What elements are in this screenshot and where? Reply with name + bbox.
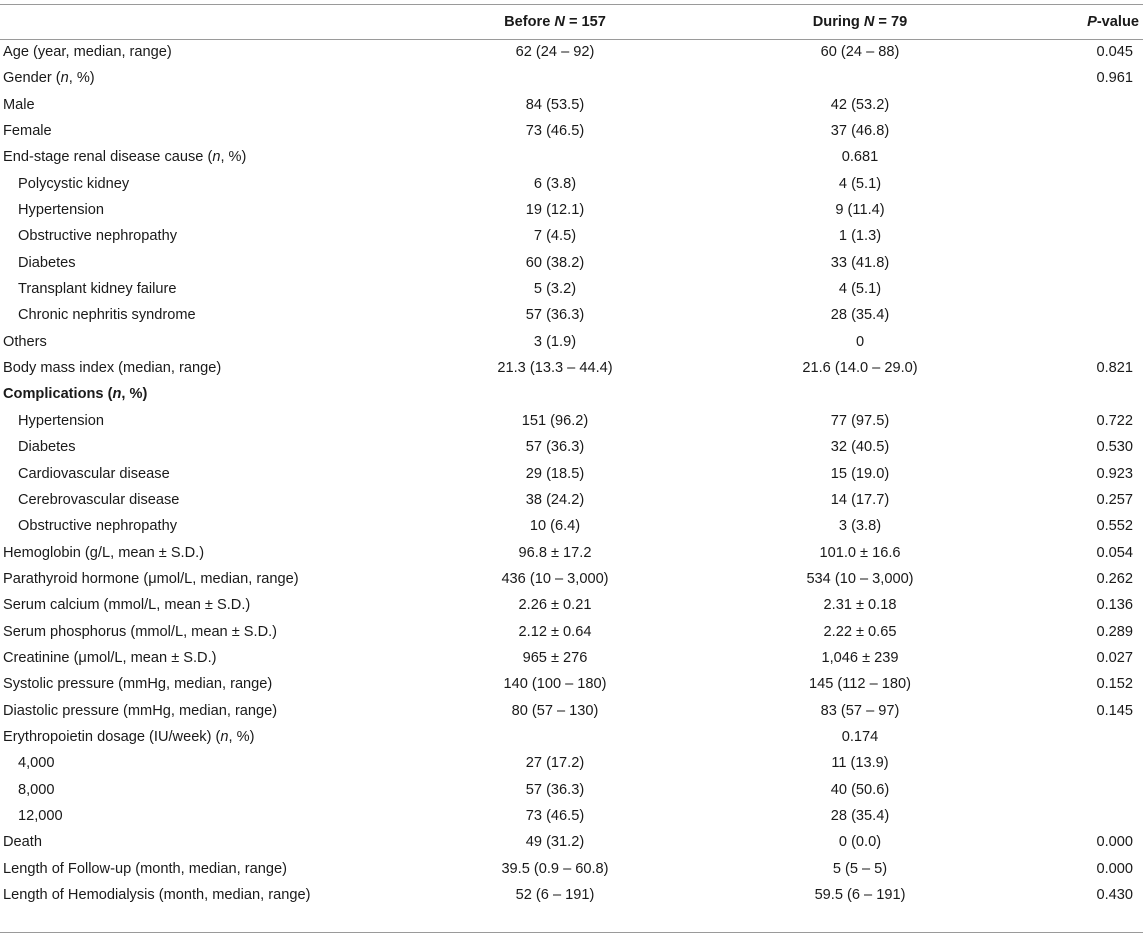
table-row [0, 513, 1143, 539]
row-pvalue [1010, 171, 1143, 197]
row-during: 77 (97.5) [830, 412, 890, 429]
row-during: 15 (19.0) [830, 465, 890, 482]
table-row [0, 829, 1143, 855]
table-row [0, 619, 1143, 645]
header-during-n: N [863, 14, 875, 30]
row-pvalue: 0.000 [1096, 834, 1133, 851]
table-row [0, 750, 1143, 776]
header-before-prefix: Before [504, 14, 555, 30]
row-during: 145 (112 – 180) [809, 676, 911, 693]
row-before: 3 (1.9) [533, 333, 577, 350]
row-during: 21.6 (14.0 – 29.0) [802, 360, 918, 377]
row-label: 4,000 [18, 755, 55, 772]
row-during: 33 (41.8) [830, 254, 890, 271]
row-pvalue [1010, 750, 1143, 776]
row-label: Serum phosphorus (mmol/L, mean ± S.D.) [3, 623, 278, 640]
header-during [710, 5, 1010, 39]
row-during: 2.22 ± 0.65 [823, 623, 897, 640]
row-label: Polycystic kidney [18, 175, 130, 192]
row-label: Gender (n, %) [3, 70, 95, 87]
table-row [0, 381, 1143, 407]
table-row [0, 171, 1143, 197]
row-before: 57 (36.3) [525, 781, 585, 798]
row-during: 59.5 (6 – 191) [814, 887, 906, 903]
header-before [400, 5, 710, 39]
table-row [0, 65, 1143, 91]
table-row [0, 461, 1143, 487]
header-label-cell [0, 5, 400, 39]
row-pvalue: 0.552 [1096, 518, 1133, 535]
table-row [0, 329, 1143, 355]
header-during-prefix: During [812, 14, 864, 30]
row-before: 2.12 ± 0.64 [518, 623, 592, 640]
row-before: 38 (24.2) [525, 491, 585, 508]
row-during: 1 (1.3) [838, 228, 882, 245]
row-during: 37 (46.8) [830, 123, 890, 140]
table-row [0, 408, 1143, 434]
table-row [0, 276, 1143, 302]
row-pvalue: 0.145 [1096, 702, 1133, 719]
header-pvalue-p: P [1087, 14, 1097, 30]
table-row [0, 592, 1143, 618]
row-label: Hypertension [18, 412, 104, 429]
row-label: Serum calcium (mmol/L, mean ± S.D.) [3, 597, 251, 614]
row-pvalue [1010, 197, 1143, 223]
row-pvalue: 0.430 [1096, 887, 1133, 903]
row-before [400, 381, 710, 407]
row-label: Parathyroid hormone (μmol/L, median, range) [3, 570, 299, 587]
row-label: Male [3, 96, 35, 113]
row-pvalue: 0.961 [1096, 70, 1133, 87]
header-pvalue-suffix: -value [1096, 14, 1139, 30]
row-before: 10 (6.4) [529, 518, 581, 535]
row-label: Cerebrovascular disease [18, 491, 180, 508]
row-pvalue [1010, 724, 1143, 750]
row-pvalue: 0.257 [1096, 491, 1133, 508]
table-row [0, 250, 1143, 276]
table-row [0, 856, 1143, 882]
row-before: 29 (18.5) [525, 465, 585, 482]
row-during [710, 381, 1010, 407]
row-pvalue [1010, 777, 1143, 803]
row-pvalue [1010, 302, 1143, 328]
row-label: Diabetes [18, 439, 76, 456]
row-before: 73 (46.5) [525, 807, 585, 824]
header-during-value: = 79 [874, 14, 908, 30]
row-during: 4 (5.1) [838, 281, 882, 298]
row-pvalue [1010, 381, 1143, 407]
table-row [0, 92, 1143, 118]
table-row [0, 434, 1143, 460]
row-during: 534 (10 – 3,000) [806, 570, 914, 587]
row-before: 436 (10 – 3,000) [501, 570, 609, 587]
row-before: 57 (36.3) [525, 439, 585, 456]
row-during: 32 (40.5) [830, 439, 890, 456]
row-label: Age (year, median, range) [3, 44, 172, 60]
table-row [0, 144, 1143, 170]
row-label: Obstructive nephropathy [18, 518, 177, 535]
row-label: Female [3, 123, 52, 140]
row-before: 52 (6 – 191) [515, 887, 595, 903]
header-before-value: = 157 [564, 14, 606, 30]
row-pvalue [1010, 223, 1143, 249]
row-label: Hypertension [18, 202, 104, 219]
row-during: 0.681 [841, 149, 879, 166]
row-during: 28 (35.4) [830, 307, 890, 324]
row-label: Creatinine (μmol/L, mean ± S.D.) [3, 649, 217, 666]
row-before: 27 (17.2) [525, 755, 585, 772]
row-pvalue: 0.027 [1096, 649, 1133, 666]
row-label: End-stage renal disease cause (n, %) [3, 149, 247, 166]
row-before [400, 724, 710, 750]
table-body [0, 39, 1143, 908]
table-row [0, 223, 1143, 249]
row-before: 60 (38.2) [525, 254, 585, 271]
row-label: Diabetes [18, 254, 76, 271]
row-pvalue [1010, 92, 1143, 118]
row-label: Erythropoietin dosage (IU/week) (n, %) [3, 728, 255, 745]
row-before: 965 ± 276 [522, 649, 588, 666]
row-during: 14 (17.7) [830, 491, 890, 508]
table-row [0, 777, 1143, 803]
row-during: 0.174 [841, 728, 879, 745]
row-before: 21.3 (13.3 – 44.4) [497, 360, 613, 377]
row-pvalue [1010, 250, 1143, 276]
row-during: 83 (57 – 97) [820, 702, 900, 719]
row-before: 140 (100 – 180) [503, 676, 607, 693]
row-before: 73 (46.5) [525, 123, 585, 140]
row-before: 19 (12.1) [525, 202, 585, 219]
table-row [0, 882, 1143, 908]
row-during: 1,046 ± 239 [821, 649, 899, 666]
row-during: 11 (13.9) [831, 755, 889, 772]
row-label: Cardiovascular disease [18, 465, 170, 482]
row-label: Length of Hemodialysis (month, median, range) [3, 887, 311, 903]
data-table [0, 5, 1143, 908]
row-before: 39.5 (0.9 – 60.8) [501, 860, 609, 877]
row-during: 60 (24 – 88) [820, 44, 900, 60]
row-label: Systolic pressure (mmHg, median, range) [3, 676, 273, 693]
row-before: 57 (36.3) [525, 307, 585, 324]
row-during: 4 (5.1) [838, 175, 882, 192]
table-row [0, 487, 1143, 513]
row-pvalue: 0.054 [1096, 544, 1133, 561]
row-during: 2.31 ± 0.18 [823, 597, 897, 614]
table-row [0, 197, 1143, 223]
row-pvalue: 0.262 [1096, 570, 1133, 587]
row-during: 0 (0.0) [838, 834, 882, 851]
row-during: 5 (5 – 5) [832, 860, 888, 877]
table-header [0, 5, 1143, 39]
header-pvalue [1010, 5, 1143, 39]
row-pvalue: 0.530 [1096, 439, 1133, 456]
row-during: 0 [855, 333, 865, 350]
row-during: 3 (3.8) [838, 518, 882, 535]
row-pvalue: 0.000 [1096, 860, 1133, 877]
row-during: 9 (11.4) [835, 202, 885, 219]
row-label: Obstructive nephropathy [18, 228, 177, 245]
row-before: 2.26 ± 0.21 [518, 597, 592, 614]
row-during: 40 (50.6) [830, 781, 890, 798]
row-during: 28 (35.4) [830, 807, 890, 824]
row-label: Death [3, 834, 42, 851]
row-label: Complications (n, %) [3, 386, 148, 403]
row-pvalue: 0.923 [1096, 465, 1133, 482]
row-before: 5 (3.2) [533, 281, 577, 298]
row-pvalue: 0.821 [1096, 360, 1133, 377]
row-pvalue [1010, 329, 1143, 355]
row-during [710, 65, 1010, 91]
row-before: 96.8 ± 17.2 [518, 544, 592, 561]
row-before: 151 (96.2) [521, 412, 589, 429]
header-row [0, 5, 1143, 39]
table-row [0, 803, 1143, 829]
row-before [400, 144, 710, 170]
table-row [0, 724, 1143, 750]
row-pvalue: 0.136 [1096, 597, 1133, 614]
row-label: Length of Follow-up (month, median, range) [3, 860, 287, 877]
table-row [0, 540, 1143, 566]
row-before: 6 (3.8) [533, 175, 577, 192]
table-row [0, 355, 1143, 381]
row-label: Body mass index (median, range) [3, 360, 222, 377]
table-row [0, 118, 1143, 144]
row-pvalue [1010, 118, 1143, 144]
row-pvalue: 0.722 [1096, 412, 1133, 429]
row-label: 8,000 [18, 781, 55, 798]
row-label: Others [3, 333, 47, 350]
row-label: Hemoglobin (g/L, mean ± S.D.) [3, 544, 205, 561]
table-row [0, 645, 1143, 671]
table-row [0, 39, 1143, 65]
row-label: 12,000 [18, 807, 63, 824]
row-label: Chronic nephritis syndrome [18, 307, 196, 324]
row-before: 7 (4.5) [533, 228, 577, 245]
row-label: Diastolic pressure (mmHg, median, range) [3, 702, 278, 719]
row-pvalue [1010, 803, 1143, 829]
row-before: 49 (31.2) [525, 834, 585, 851]
table-row [0, 671, 1143, 697]
row-pvalue: 0.045 [1096, 44, 1133, 60]
bottom-rule [0, 932, 1143, 933]
row-pvalue [1010, 144, 1143, 170]
table-row [0, 302, 1143, 328]
row-before [400, 65, 710, 91]
row-pvalue: 0.152 [1096, 676, 1133, 693]
row-during: 101.0 ± 16.6 [819, 544, 901, 561]
row-pvalue [1010, 276, 1143, 302]
row-label: Transplant kidney failure [18, 281, 177, 298]
row-during: 42 (53.2) [830, 96, 890, 113]
table-row [0, 566, 1143, 592]
row-before: 62 (24 – 92) [515, 44, 595, 60]
row-pvalue: 0.289 [1096, 623, 1133, 640]
row-before: 80 (57 – 130) [511, 702, 599, 719]
row-before: 84 (53.5) [525, 96, 585, 113]
table-row [0, 698, 1143, 724]
header-before-n: N [554, 14, 565, 30]
